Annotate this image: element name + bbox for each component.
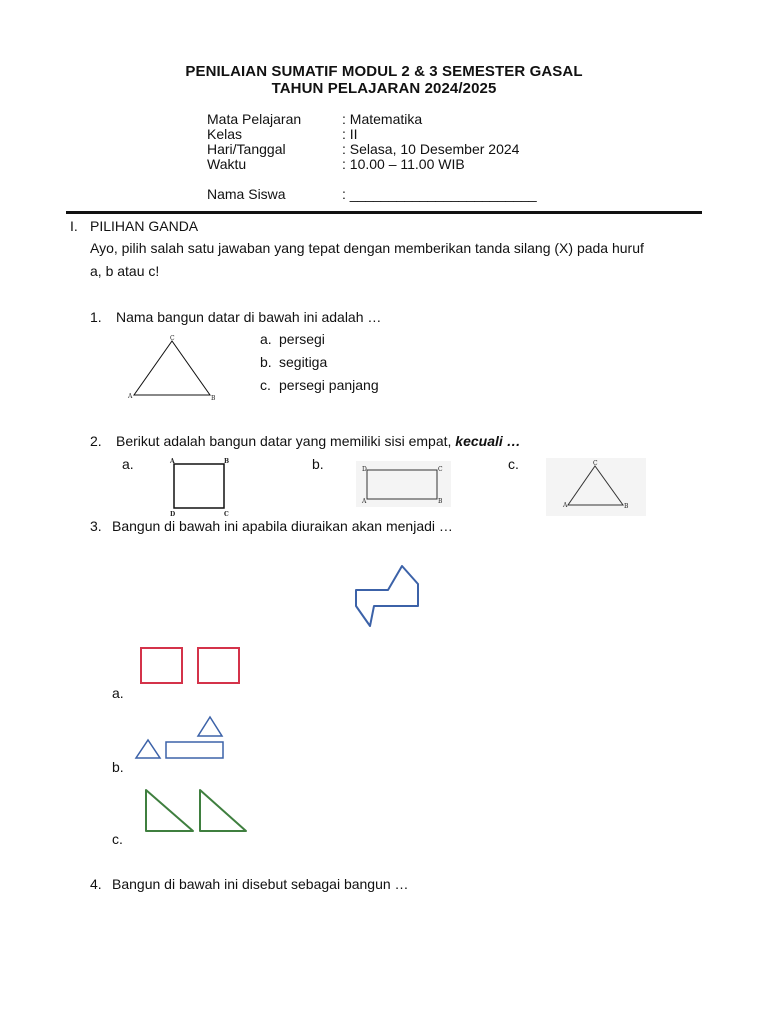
green-right-triangle-2 [200, 790, 246, 831]
question-4-text: Bangun di bawah ini disebut sebagai bangun … [112, 876, 409, 892]
vertex-label-c: C [224, 511, 229, 518]
question-1-number: 1. [90, 309, 102, 325]
question-3-option-a-letter[interactable]: a. [112, 685, 124, 701]
question-2-option-b-letter[interactable]: b. [312, 456, 324, 472]
student-name-label: Nama Siswa [207, 186, 286, 202]
blue-rectangle [166, 742, 223, 758]
vertex-label-d: D [362, 466, 367, 473]
vertex-label-b: B [224, 458, 230, 465]
header-divider [66, 211, 702, 214]
question-2-square-figure [166, 456, 236, 518]
question-3-number: 3. [90, 518, 102, 534]
composite-shape [356, 566, 418, 626]
vertex-label-a: A [128, 393, 133, 400]
info-value-subject: : Matematika [342, 111, 423, 127]
red-square-2 [198, 648, 239, 683]
question-4-number: 4. [90, 876, 102, 892]
question-3-composite-shape-figure [350, 562, 422, 630]
question-3-option-b-letter[interactable]: b. [112, 759, 124, 775]
question-2-text-main: Berikut adalah bangun datar yang memiliki sisi empat, [116, 433, 456, 449]
vertex-label-c: C [593, 460, 598, 467]
question-3-option-c-letter[interactable]: c. [112, 831, 123, 847]
question-2-rectangle-figure [356, 461, 451, 507]
question-1-option-b-text: segitiga [279, 354, 328, 370]
red-square-1 [141, 648, 182, 683]
instruction-line-2: a, b atau c! [90, 263, 160, 279]
question-1-option-a-letter[interactable]: a. [260, 331, 272, 347]
title-line-1: PENILAIAN SUMATIF MODUL 2 & 3 SEMESTER GASAL [185, 63, 583, 80]
question-2-number: 2. [90, 433, 102, 449]
info-label-subject: Mata Pelajaran [207, 111, 302, 127]
instruction-line-1: Ayo, pilih salah satu jawaban yang tepat dengan memberikan tanda silang (X) pada huruf [90, 240, 644, 256]
question-1-text: Nama bangun datar di bawah ini adalah … [116, 309, 382, 325]
vertex-label-b: B [438, 498, 443, 505]
green-right-triangle-1 [146, 790, 193, 831]
question-3-text: Bangun di bawah ini apabila diuraikan akan menjadi … [112, 518, 453, 534]
question-3-option-a-figure [138, 645, 246, 687]
question-2-triangle-figure [546, 458, 646, 516]
vertex-label-c: C [170, 335, 175, 342]
question-1-option-b-letter[interactable]: b. [260, 354, 272, 370]
question-2-text [116, 433, 521, 449]
vertex-label-c: C [438, 466, 443, 473]
blue-triangle-left [136, 740, 160, 758]
info-label-class: Kelas [207, 126, 243, 142]
question-3-option-c-figure [140, 786, 252, 836]
info-value-time: : 10.00 – 11.00 WIB [342, 156, 465, 172]
vertex-label-a: A [563, 502, 568, 509]
vertex-label-b: B [211, 395, 216, 402]
vertex-label-a: A [170, 458, 175, 465]
info-value-class: : II [342, 126, 358, 142]
question-1-option-c-letter[interactable]: c. [260, 377, 271, 393]
question-2-emphasis: kecuali … [455, 433, 521, 449]
question-1-triangle-figure [126, 334, 221, 404]
section-number: I. [70, 218, 78, 234]
info-label-time: Waktu [207, 156, 247, 172]
vertex-label-b: B [624, 503, 629, 510]
vertex-label-d: D [170, 511, 176, 518]
vertex-label-a: A [362, 498, 367, 505]
question-2-option-c-letter[interactable]: c. [508, 456, 519, 472]
student-name-field[interactable]: : ________________________ [342, 186, 537, 202]
section-title: PILIHAN GANDA [90, 218, 199, 234]
triangle-shape [134, 341, 210, 395]
square-shape [174, 464, 224, 508]
question-1-option-c-text: persegi panjang [279, 377, 379, 393]
question-2-option-a-letter[interactable]: a. [122, 456, 134, 472]
info-value-date: : Selasa, 10 Desember 2024 [342, 141, 520, 157]
title-line-2: TAHUN PELAJARAN 2024/2025 [271, 80, 497, 97]
question-3-option-b-figure [130, 714, 230, 764]
info-label-date: Hari/Tanggal [207, 141, 286, 157]
blue-triangle-top [198, 717, 222, 736]
question-1-option-a-text: persegi [279, 331, 325, 347]
